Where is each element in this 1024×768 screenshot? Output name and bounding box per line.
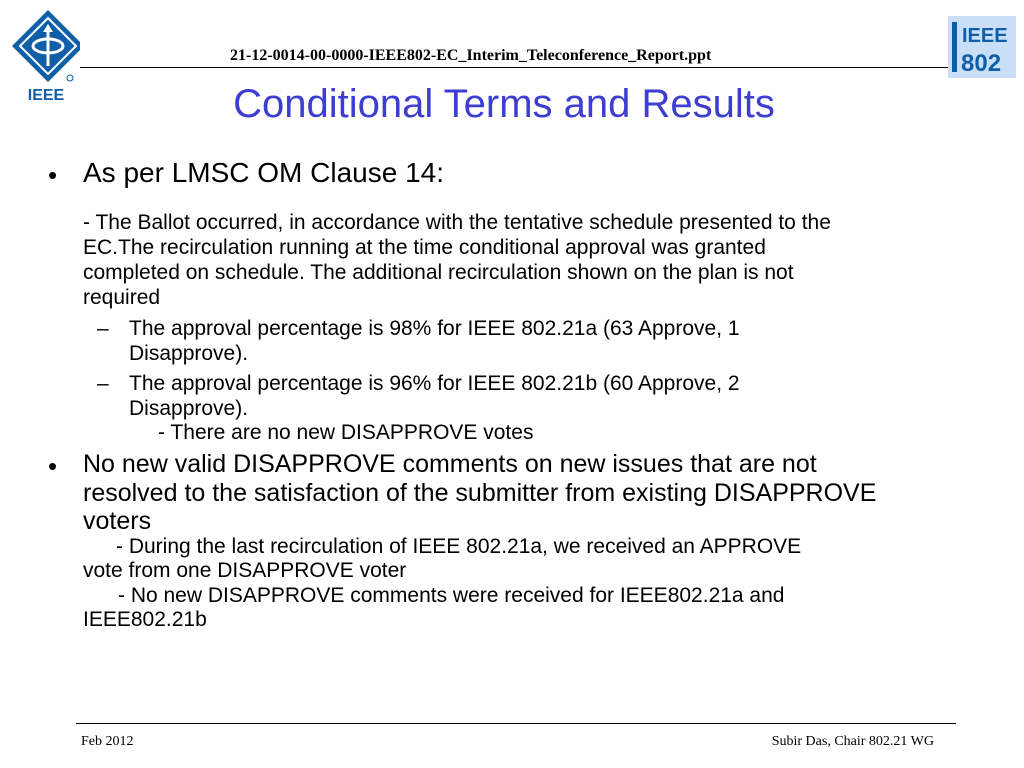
sub-bullet-2-line: Disapprove). <box>129 397 249 420</box>
bullet-marker: • <box>48 451 58 481</box>
logo-802-bottom-text: 802 <box>961 50 1002 77</box>
bullet2-note-line: IEEE802.21b <box>83 608 207 631</box>
sub-bullet-marker: – <box>97 372 109 395</box>
bullet2-note-line: vote from one DISAPPROVE voter <box>83 559 407 582</box>
bullet2-line: No new valid DISAPPROVE comments on new issues that are not <box>83 450 817 478</box>
footer-divider <box>76 723 956 724</box>
bullet-marker: • <box>48 160 58 190</box>
bullet1-heading: As per LMSC OM Clause 14: <box>83 157 445 188</box>
sub-bullet-2-note: - There are no new DISAPPROVE votes <box>158 421 534 444</box>
bullet2-note-line: - No new DISAPPROVE comments were received for IEEE802.21a and <box>118 584 785 607</box>
bullet1-paragraph-line: completed on schedule. The additional recirculation shown on the plan is not <box>83 261 794 284</box>
slide-title: Conditional Terms and Results <box>233 82 775 126</box>
ieee-logo-text: IEEE <box>27 87 65 103</box>
sub-bullet-marker: – <box>97 317 109 340</box>
bullet1-paragraph-line: - The Ballot occurred, in accordance with the tentative schedule presented to the <box>83 211 831 234</box>
bullet2-line: voters <box>83 507 152 535</box>
bullet1-paragraph-line: EC.The recirculation running at the time conditional approval was granted <box>83 236 766 259</box>
footer-date: Feb 2012 <box>81 734 134 749</box>
footer-author: Subir Das, Chair 802.21 WG <box>771 734 934 749</box>
logo-802-top-text: IEEE <box>962 25 1008 47</box>
sub-bullet-1-line: The approval percentage is 98% for IEEE 802.21a (63 Approve, 1 <box>129 317 740 340</box>
sub-bullet-1-line: Disapprove). <box>129 342 249 365</box>
bullet2-line: resolved to the satisfaction of the submitter from existing DISAPPROVE <box>83 479 877 507</box>
bullet2-note-line: - During the last recirculation of IEEE 802.21a, we received an APPROVE <box>116 535 802 558</box>
bullet1-paragraph-line: required <box>83 286 161 309</box>
document-reference: 21-12-0014-00-0000-IEEE802-EC_Interim_Teleconference_Report.ppt <box>230 47 712 64</box>
sub-bullet-2-line: The approval percentage is 96% for IEEE 802.21b (60 Approve, 2 <box>129 372 740 395</box>
